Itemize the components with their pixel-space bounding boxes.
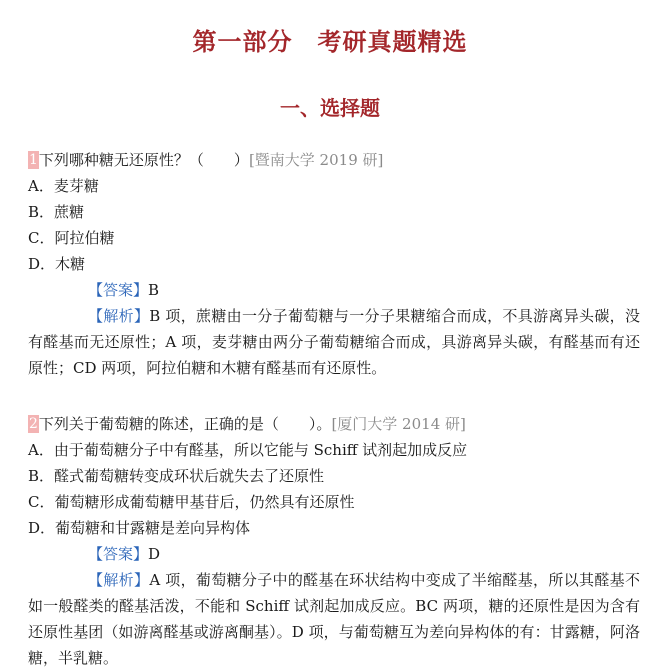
answer-value: D: [148, 545, 161, 563]
option-d: D．木糖: [28, 255, 86, 273]
analysis-text: B 项，蔗糖由一分子葡萄糖与一分子果糖缩合而成，不具游离异头碳，没有醛基而无还原性；A 项，麦芽糖由两分子葡萄糖缩合而成，具游离异头碳，有醛基而有还原性；CD 两项，阿拉伯糖和木糖有醛基而有还原性。: [28, 307, 640, 377]
analysis-tag: 【解析】: [88, 307, 150, 325]
analysis-paragraph: [28, 567, 640, 671]
question-text: 下列关于葡萄糖的陈述，正确的是（ ）。: [38, 415, 332, 433]
answer-line: [28, 541, 640, 567]
analysis-text: A 项，葡萄糖分子中的醛基在环状结构中变成了半缩醛基，所以其醛基不如一般醛类的醛基活泼，不能和 Schiff 试剂起加成反应。BC 两项，糖的还原性是因为含有还原性基团（如游离醛基或游离酮基）。D 项，与葡萄糖互为差向异构体的有：甘露糖，阿洛糖，半乳糖。: [28, 571, 640, 667]
option-c: C．阿拉伯糖: [28, 229, 115, 247]
question-source: [暨南大学 2019 研]: [248, 151, 384, 169]
answer-tag: 【答案】: [88, 545, 149, 563]
option-b: B．蔗糖: [28, 203, 85, 221]
option-d: D．葡萄糖和甘露糖是差向异构体: [28, 519, 251, 537]
page-title: 第一部分 考研真题精选: [192, 27, 468, 56]
option-a: A．麦芽糖: [28, 177, 99, 195]
option-a: A．由于葡萄糖分子中有醛基，所以它能与 Schiff 试剂起加成反应: [28, 441, 468, 459]
question-stem: [28, 147, 640, 173]
section-title: 一、选择题: [280, 96, 380, 120]
question-number: 1: [29, 152, 38, 168]
question-number: 2: [29, 416, 38, 432]
question-1: [28, 147, 640, 381]
question-source: [厦门大学 2014 研]: [331, 415, 466, 433]
question-text: 下列哪种糖无还原性？（ ）: [38, 151, 249, 169]
question-2: [28, 411, 640, 671]
answer-value: B: [148, 281, 160, 299]
analysis-tag: 【解析】: [88, 571, 150, 589]
answer-line: [28, 277, 640, 303]
answer-tag: 【答案】: [88, 281, 149, 299]
question-stem: [28, 411, 640, 437]
option-b: B．醛式葡萄糖转变成环状后就失去了还原性: [28, 467, 325, 485]
analysis-paragraph: [28, 303, 640, 381]
option-c: C．葡萄糖形成葡萄糖甲基苷后，仍然具有还原性: [28, 493, 355, 511]
